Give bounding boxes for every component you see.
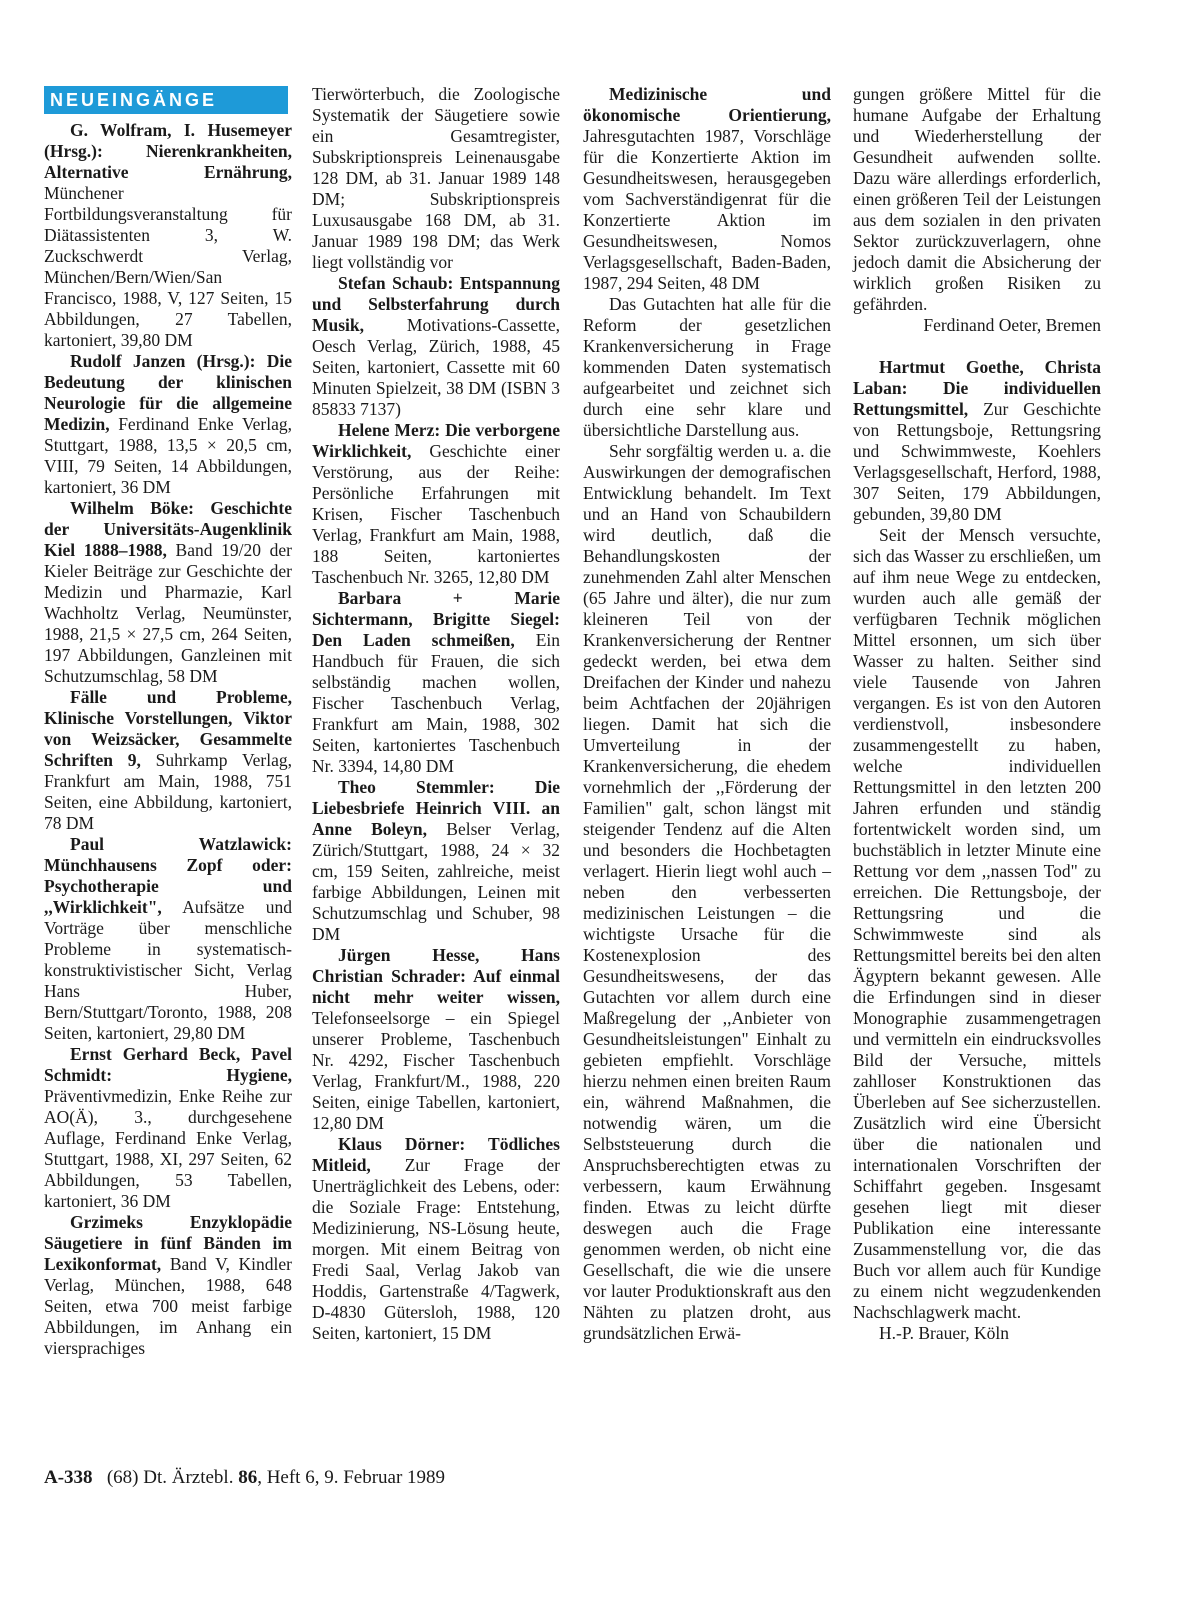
volume: 86 — [238, 1467, 258, 1488]
review-text: Das Gutachten hat alle für die Reform der gesetzlichen Krankenversicherung in Frage kommenden Daten systematisch aufgearbeitet und zeichnet sich durch eine sehr klare und übersichtliche Darstellung aus. — [583, 294, 831, 440]
book-entry: Stefan Schaub: Entspannung und Selbsterfahrung durch Musik, Motivations-Cassette, Oesch Verlag, Zürich, 1988, 45 Seiten, kartoniert, Cassette mit 60 Minuten Spielzeit, 38 DM (ISBN 3 85833 7137) — [312, 273, 560, 419]
book-entry: Fälle und Probleme, Klinische Vorstellungen, Viktor von Weizsäcker, Gesammelte Schriften 9, Suhrkamp Verlag, Frankfurt am Main, 1988, 751 Seiten, eine Abbildung, kartoniert, 78 DM — [44, 687, 292, 833]
review-text: Seit der Mensch versuchte, sich das Wasser zu erschließen, um auf ihm neue Wege zu entdecken, wurden auch alle gemäß der verfügbaren Technik möglichen Mittel ersonnen, um sich über Wasser zu halten. Seither sind viele Tausende von Jahren vergangen. Es ist von den Autoren verdienstvoll, insbesondere zusammengestellt zu haben, welche individuellen Rettungsmittel in den letzten 200 Jahren erfunden und ständig fortentwickelt worden sind, um buchstäblich in letzter Minute eine Rettung vor dem ,,nassen Tod" zu erreichen. Die Rettungsboje, der Rettungsring und die Schwimmweste sind als Rettungsmittel bereits bei den alten Ägyptern bekannt gewesen. Alle die Erfindungen sind in dieser Monographie zusammengetragen und vermitteln ein eindrucksvolles Bild der Versuche, mittels zahlloser Konstruktionen das Überleben auf See sicherzustellen. Zusätzlich wird eine Übersicht über die nationalen und internationalen Vorschriften der Schiffahrt gegeben. Insgesamt gesehen liegt mit dieser Publikation eine interessante Zusammenstellung vor, die das Buch vor allem auch für Kundige zu einem nicht wegzudenkenden Nachschlagwerk macht. — [853, 525, 1101, 1322]
column-1 — [44, 120, 292, 1359]
book-entry: Wilhelm Böke: Geschichte der Universitäts-Augenklinik Kiel 1888–1988, Band 19/20 der Kieler Beiträge zur Geschichte der Medizin und Pharmazie, Karl Wachholtz Verlag, Neumünster, 1988, 21,5 × 27,5 cm, 264 Seiten, 197 Abbildungen, Ganzleinen mit Schutzumschlag, 58 DM — [44, 498, 292, 686]
page-number: A-338 — [44, 1467, 93, 1488]
review-text: Sehr sorgfältig werden u. a. die Auswirkungen der demografischen Entwicklung behandelt. Im Text und an Hand von Schaubildern wird deutlich, daß die Behandlungskosten der zunehmenden Zahl alter Menschen (65 Jahre und älter), die nur zum kleineren Teil von der Krankenversicherung der Rentner gedeckt werden, bei etwa dem Dreifachen der Kinder und nahezu beim Achtfachen der 20jährigen liegen. Damit hat sich die Umverteilung in der Krankenversicherung, die ehedem vornehmlich der ,,Förderung der Familien" galt, schon längst mit steigender Tendenz auf die Alten und besonders die Hochbetagten verlagert. Hierin liegt wohl auch – neben den verbesserten medizinischen Leistungen – die wichtigste Ursache für die Kostenexplosion des Gesundheitswesens, der das Gutachten vor allem durch eine Maßregelung der ,,Anbieter von Gesundheitsleistungen" Einhalt zu gebieten empfiehlt. Vorschläge hierzu nehmen einen breiten Raum ein, während Maßnahmen, die notwendig wären, um die Selbststeuerung durch die Anspruchsberechtigten etwas zu verbessern, kaum Erwähnung finden. Etwas zu leicht dürfte deswegen auch die Frage genommen werden, ob nicht eine Gesellschaft, die wie die unsere vor lauter Produktionskraft aus den Nähten zu platzen droht, aus grundsätzlichen Erwä- — [583, 441, 831, 1343]
book-entry: Paul Watzlawick: Münchhausens Zopf oder: Psychotherapie und ,,Wirklichkeit", Aufsätze und Vorträge über menschliche Probleme in systematisch-konstruktivistischer Sicht, Verlag Hans Huber, Bern/Stuttgart/Toronto, 1988, 208 Seiten, kartoniert, 29,80 DM — [44, 834, 292, 1043]
column-4 — [853, 84, 1101, 1344]
issue-date: , Heft 6, 9. Februar 1989 — [257, 1467, 446, 1488]
journal-ref: (68) Dt. Ärztebl. — [106, 1467, 234, 1488]
book-entry: Rudolf Janzen (Hrsg.): Die Bedeutung der klinischen Neurologie für die allgemeine Medizin, Ferdinand Enke Verlag, Stuttgart, 1988, 13,5 × 20,5 cm, VIII, 79 Seiten, 14 Abbildungen, kartoniert, 36 DM — [44, 351, 292, 497]
review-continuation: gungen größere Mittel für die humane Aufgabe der Erhaltung und Wiederherstellung der Gesundheit aufwenden sollte. Dazu wäre allerdings erforderlich, einen größeren Teil der Leistungen aus dem sozialen in den privaten Sektor zurückzuverlagern, ohne jedoch damit die Absicherung der wirklich großen Risiken zu gefährden. — [853, 84, 1101, 314]
book-entry: Grzimeks Enzyklopädie Säugetiere in fünf Bänden im Lexikonformat, Band V, Kindler Verlag, München, 1988, 648 Seiten, etwa 700 meist farbige Abbildungen, im Anhang ein viersprachiges — [44, 1212, 292, 1358]
book-entry: Theo Stemmler: Die Liebesbriefe Heinrich VIII. an Anne Boleyn, Belser Verlag, Zürich/Stuttgart, 1988, 24 × 32 cm, 159 Seiten, zahlreiche, meist farbige Abbildungen, Leinen mit Schutzumschlag und Schuber, 98 DM — [312, 777, 560, 944]
column-2 — [312, 84, 560, 1344]
book-entry: Medizinische und ökonomische Orientierung, Jahresgutachten 1987, Vorschläge für die Konzertierte Aktion im Gesundheitswesen, herausgegeben vom Sachverständigenrat für die Konzertierte Aktion im Gesundheitswesen, Nomos Verlagsgesellschaft, Baden-Baden, 1987, 294 Seiten, 48 DM — [583, 84, 831, 293]
book-entry: Hartmut Goethe, Christa Laban: Die individuellen Rettungsmittel, Zur Geschichte von Rettungsboje, Rettungsring und Schwimmweste, Koehlers Verlagsgesellschaft, Herford, 1988, 307 Seiten, 179 Abbildungen, gebunden, 39,80 DM — [853, 357, 1101, 524]
column-3 — [583, 84, 831, 1344]
section-badge: NEUEINGÄNGE — [44, 86, 288, 114]
book-entry: Ernst Gerhard Beck, Pavel Schmidt: Hygiene, Präventivmedizin, Enke Reihe zur AO(Ä), 3., durchgesehene Auflage, Ferdinand Enke Verlag, Stuttgart, 1988, XI, 297 Seiten, 62 Abbildungen, 53 Tabellen, kartoniert, 36 DM — [44, 1044, 292, 1211]
book-entry: Jürgen Hesse, Hans Christian Schrader: Auf einmal nicht mehr weiter wissen, Telefonseelsorge – ein Spiegel unserer Probleme, Taschenbuch Nr. 4292, Fischer Taschenbuch Verlag, Frankfurt/M., 1988, 220 Seiten, einige Tabellen, kartoniert, 12,80 DM — [312, 945, 560, 1133]
reviewer-signature: Ferdinand Oeter, Bremen — [923, 315, 1101, 335]
book-entry: Klaus Dörner: Tödliches Mitleid, Zur Frage der Unerträglichkeit des Lebens, oder: die Soziale Frage: Entstehung, Medizinierung, NS-Lösung heute, morgen. Mit einem Beitrag von Fredi Saal, Verlag Jakob van Hoddis, Gartenstraße 4/Tagwerk, D-4830 Gütersloh, 1988, 120 Seiten, kartoniert, 15 DM — [312, 1134, 560, 1343]
review-text: Tierwörterbuch, die Zoologische Systematik der Säugetiere sowie ein Gesamtregister, Subskriptionspreis Leinenausgabe 128 DM, ab 31. Januar 1989 148 DM; Subskriptionspreis Luxusausgabe 168 DM, ab 31. Januar 1989 198 DM; das Werk liegt vollständig vor — [312, 84, 560, 272]
book-entry: G. Wolfram, I. Husemeyer (Hrsg.): Nierenkrankheiten, Alternative Ernährung, Münchener Fortbildungsveranstaltung für Diätassistenten 3, W. Zuckschwerdt Verlag, München/Bern/Wien/San Francisco, 1988, V, 127 Seiten, 15 Abbildungen, 27 Tabellen, kartoniert, 39,80 DM — [44, 120, 292, 350]
reviewer-signature: H.-P. Brauer, Köln — [879, 1323, 1010, 1343]
page-footer — [44, 1467, 445, 1489]
book-entry: Barbara + Marie Sichtermann, Brigitte Siegel: Den Laden schmeißen, Ein Handbuch für Frauen, die sich selbständig machen wollen, Fischer Taschenbuch Verlag, Frankfurt am Main, 1988, 302 Seiten, kartoniertes Taschenbuch Nr. 3394, 14,80 DM — [312, 588, 560, 776]
book-entry: Helene Merz: Die verborgene Wirklichkeit, Geschichte einer Verstörung, aus der Reihe: Persönliche Erfahrungen mit Krisen, Fischer Taschenbuch Verlag, Frankfurt am Main, 1988, 188 Seiten, kartoniertes Taschenbuch Nr. 3265, 12,80 DM — [312, 420, 560, 587]
